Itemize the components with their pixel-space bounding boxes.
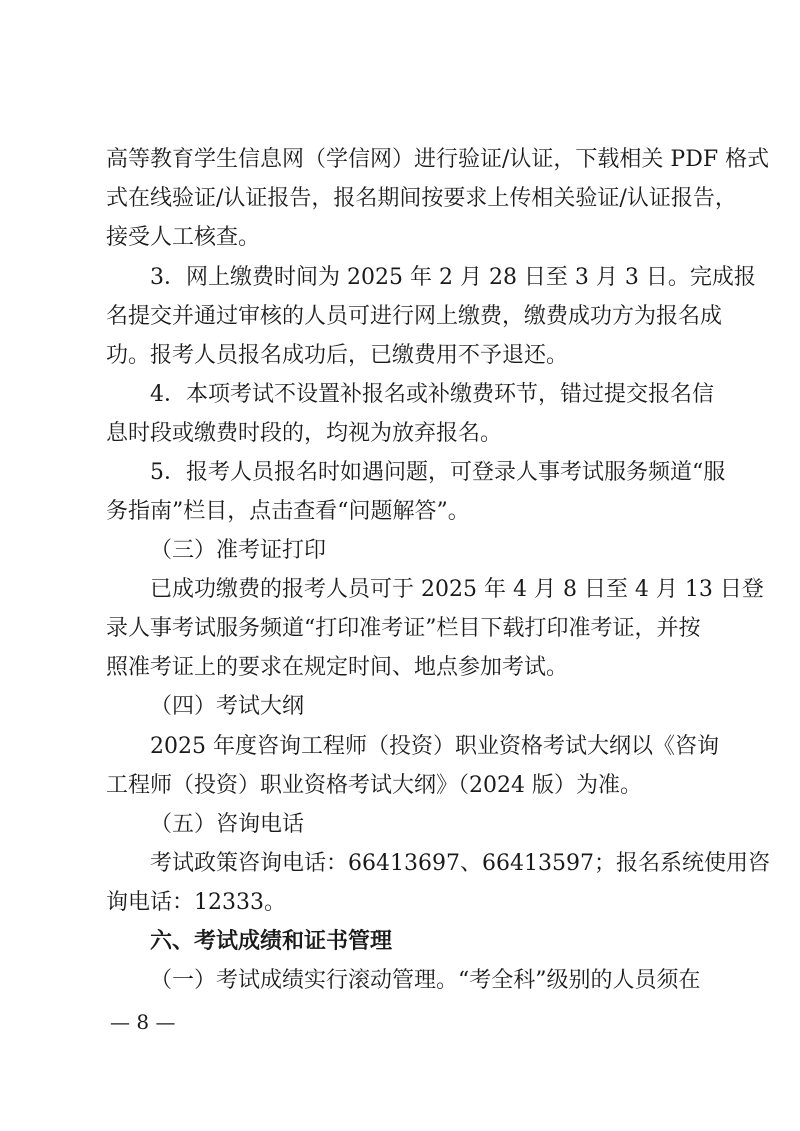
body-line: 功。报考人员报名成功后，已缴费用不予退还。 [106, 343, 569, 368]
body-line: 接受人工核查。 [106, 225, 261, 250]
section-heading: （三）准考证打印 [150, 538, 327, 563]
body-line: 录人事考试服务频道“打印准考证”栏目下载打印准考证，并按 [106, 616, 701, 641]
body-line: 已成功缴费的报考人员可于 2025 年 4 月 8 日至 4 月 13 日登 [150, 577, 764, 602]
page-number: — 8 — [110, 1010, 176, 1034]
body-line: 2025 年度咨询工程师（投资）职业资格考试大纲以《咨询 [150, 734, 719, 759]
body-line: 务指南”栏目，点击查看“问题解答”。 [106, 499, 470, 524]
body-line: 照准考证上的要求在规定时间、地点参加考试。 [106, 655, 569, 680]
chapter-heading: 六、考试成绩和证书管理 [150, 929, 393, 954]
body-line: （一）考试成绩实行滚动管理。“考全科”级别的人员须在 [150, 968, 701, 993]
body-line: 高等教育学生信息网（学信网）进行验证/认证，下载相关 PDF 格式 [106, 147, 770, 172]
body-line: 息时段或缴费时段的，均视为放弃报名。 [106, 421, 503, 446]
body-line: 5．报考人员报名时如遇问题，可登录人事考试服务频道“服 [150, 460, 726, 485]
body-line: 名提交并通过审核的人员可进行网上缴费，缴费成功方为报名成 [106, 304, 723, 329]
body-line: 询电话：12333。 [106, 890, 286, 915]
body-line: 工程师（投资）职业资格考试大纲》（2024 版）为准。 [106, 773, 642, 798]
body-line: 3．网上缴费时间为 2025 年 2 月 28 日至 3 月 3 日。完成报 [150, 265, 756, 290]
section-heading: （四）考试大纲 [150, 694, 305, 719]
body-line: 考试政策咨询电话：66413697、66413597；报名系统使用咨 [150, 851, 770, 876]
body-line: 4．本项考试不设置补报名或补缴费环节，错过提交报名信 [150, 382, 714, 407]
section-heading: （五）咨询电话 [150, 812, 305, 837]
body-line: 式在线验证/认证报告，报名期间按要求上传相关验证/认证报告， [106, 186, 737, 211]
